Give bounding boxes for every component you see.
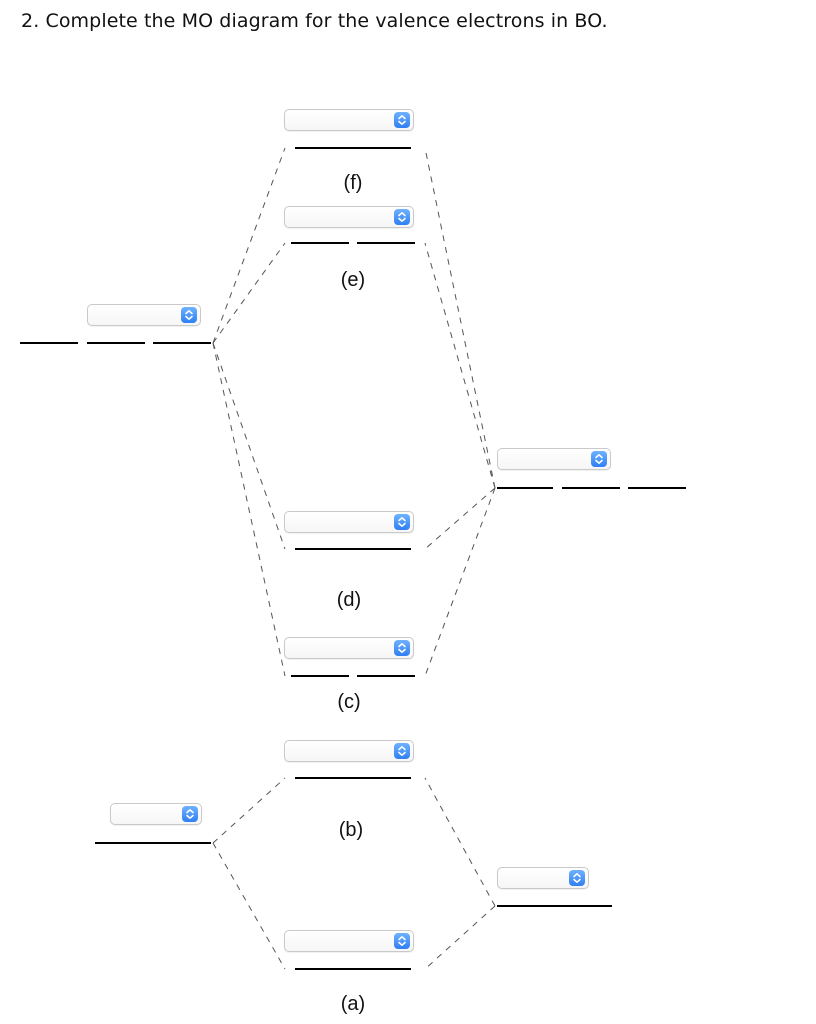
chevron-up-down-icon [182, 806, 198, 822]
o-2s-dropdown[interactable] [497, 867, 589, 889]
dash-o2p-to-c [425, 488, 495, 676]
o-2p-dropdown[interactable] [497, 448, 611, 470]
mo-a-dropdown[interactable] [284, 930, 414, 952]
b-2s-dropdown[interactable] [110, 803, 202, 825]
chevron-up-down-icon [394, 933, 410, 949]
mo-e-dropdown[interactable] [284, 206, 414, 228]
mo-d-dropdown[interactable] [284, 511, 414, 533]
chevron-up-down-icon [394, 514, 410, 530]
mo-label-d: (d) [336, 589, 362, 611]
dash-o2s-to-a [425, 906, 495, 969]
mo-label-b: (b) [338, 819, 364, 841]
b-2p-dropdown[interactable] [87, 304, 201, 326]
dash-b2p-to-e [213, 243, 285, 343]
chevron-up-down-icon [394, 743, 410, 759]
chevron-up-down-icon [394, 112, 410, 128]
dash-o2p-to-f [425, 148, 495, 488]
chevron-up-down-icon [394, 640, 410, 656]
dash-b2p-to-d [213, 343, 285, 549]
mo-f-dropdown[interactable] [284, 109, 414, 131]
mo-label-a: (a) [340, 993, 366, 1015]
mo-b-dropdown[interactable] [284, 740, 414, 762]
dash-o2p-to-e [425, 243, 495, 488]
mo-label-f: (f) [343, 172, 363, 194]
dash-b2p-to-c [213, 343, 285, 676]
chevron-up-down-icon [569, 870, 585, 886]
dash-b2p-to-f [213, 148, 285, 343]
chevron-up-down-icon [394, 209, 410, 225]
question-text: 2. Complete the MO diagram for the valence electrons in BO. [21, 10, 608, 32]
chevron-up-down-icon [591, 451, 607, 467]
chevron-up-down-icon [181, 307, 197, 323]
mo-label-c: (c) [337, 691, 361, 713]
dash-o2p-to-d [425, 488, 495, 549]
dash-o2s-to-b [425, 778, 495, 906]
dash-b2s-to-b [213, 778, 285, 843]
mo-c-dropdown[interactable] [284, 637, 414, 659]
mo-label-e: (e) [340, 269, 366, 291]
dash-b2s-to-a [213, 843, 285, 969]
